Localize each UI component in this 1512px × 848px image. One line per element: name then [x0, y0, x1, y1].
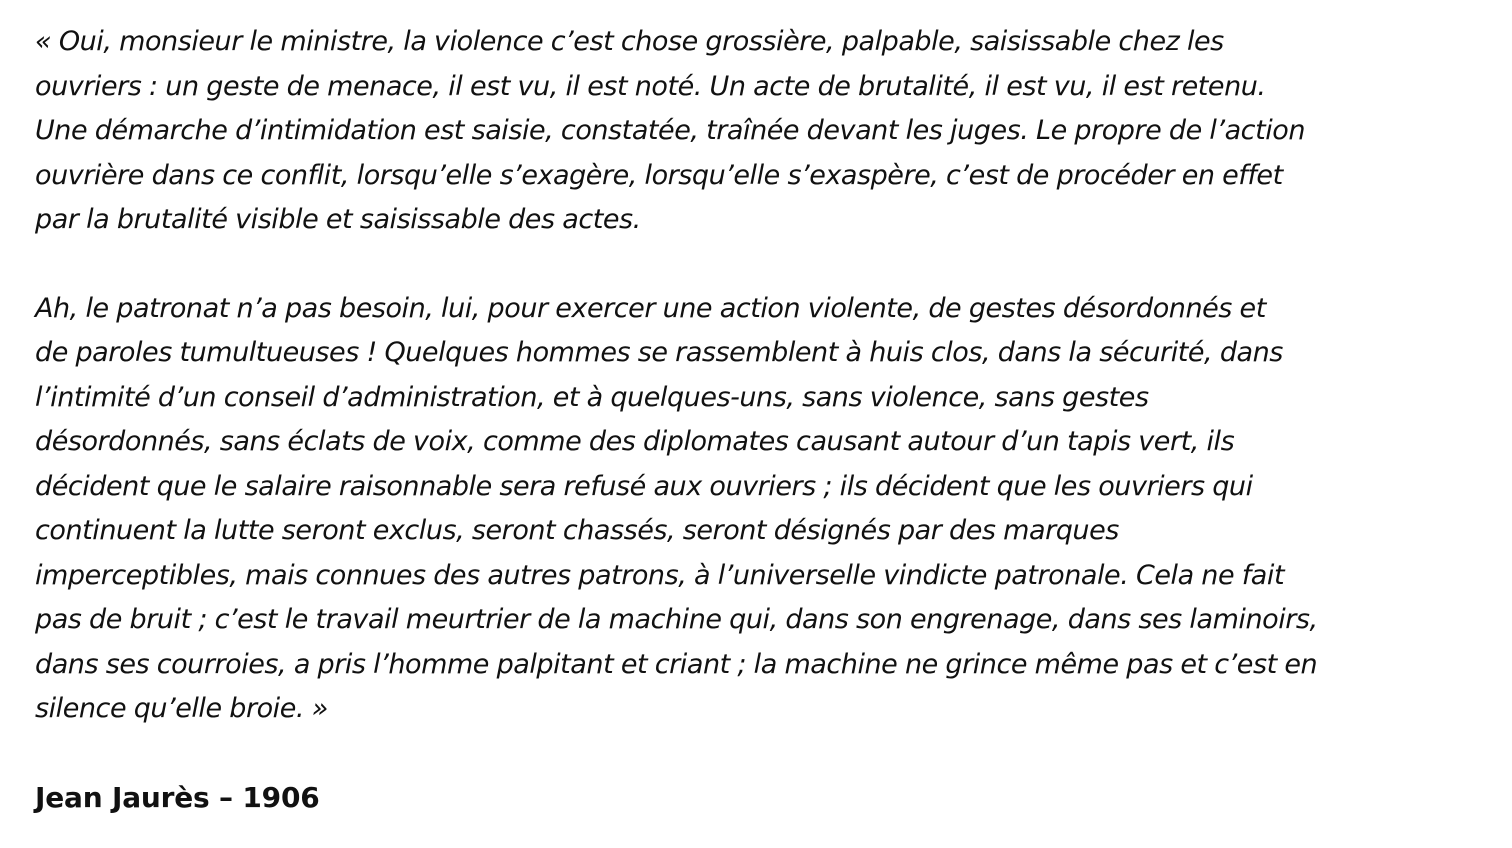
- paragraph-spacer: [35, 732, 1480, 776]
- quote-document: [35, 20, 1480, 820]
- quote-paragraph-1: « Oui, monsieur le ministre, la violence c’est chose grossière, palpable, saisissable chez les ouvriers : un geste de menace, il est vu, il est noté. Un acte de brutalité, il est vu, il est retenu. Une démarche d’intimidation est saisie, constatée, traînée devant les juges. Le propre de l’action ouvrière dans ce conflit, lorsqu’elle s’exagère, lorsqu’elle s’exaspère, c’est de procéder en effet par la brutalité visible et saisissable des actes.: [35, 26, 1306, 235]
- paragraph-spacer: [35, 243, 1480, 287]
- quote-paragraph-2: Ah, le patronat n’a pas besoin, lui, pour exercer une action violente, de gestes désordonnés et de paroles tumultueuses ! Quelques hommes se rassemblent à huis clos, dans la sécurité, dans l’intimité d’un conseil d’administration, et à quelques-uns, sans violence, sans gestes désordonnés, sans éclats de voix, comme des diplomates causant autour d’un tapis vert, ils décident que le salaire raisonnable sera refusé aux ouvriers ; ils décident que les ouvriers qui continuent la lutte seront exclus, seront chassés, seront désignés par des marques imperceptibles, mais connues des autres patrons, à l’universelle vindicte patronale. Cela ne fait pas de bruit ; c’est le travail meurtrier de la machine qui, dans son engrenage, dans ses laminoirs, dans ses courroies, a pris l’homme palpitant et criant ; la machine ne grince même pas et c’est en silence qu’elle broie. »: [35, 292, 1318, 724]
- quote-attribution: Jean Jaurès – 1906: [35, 780, 320, 814]
